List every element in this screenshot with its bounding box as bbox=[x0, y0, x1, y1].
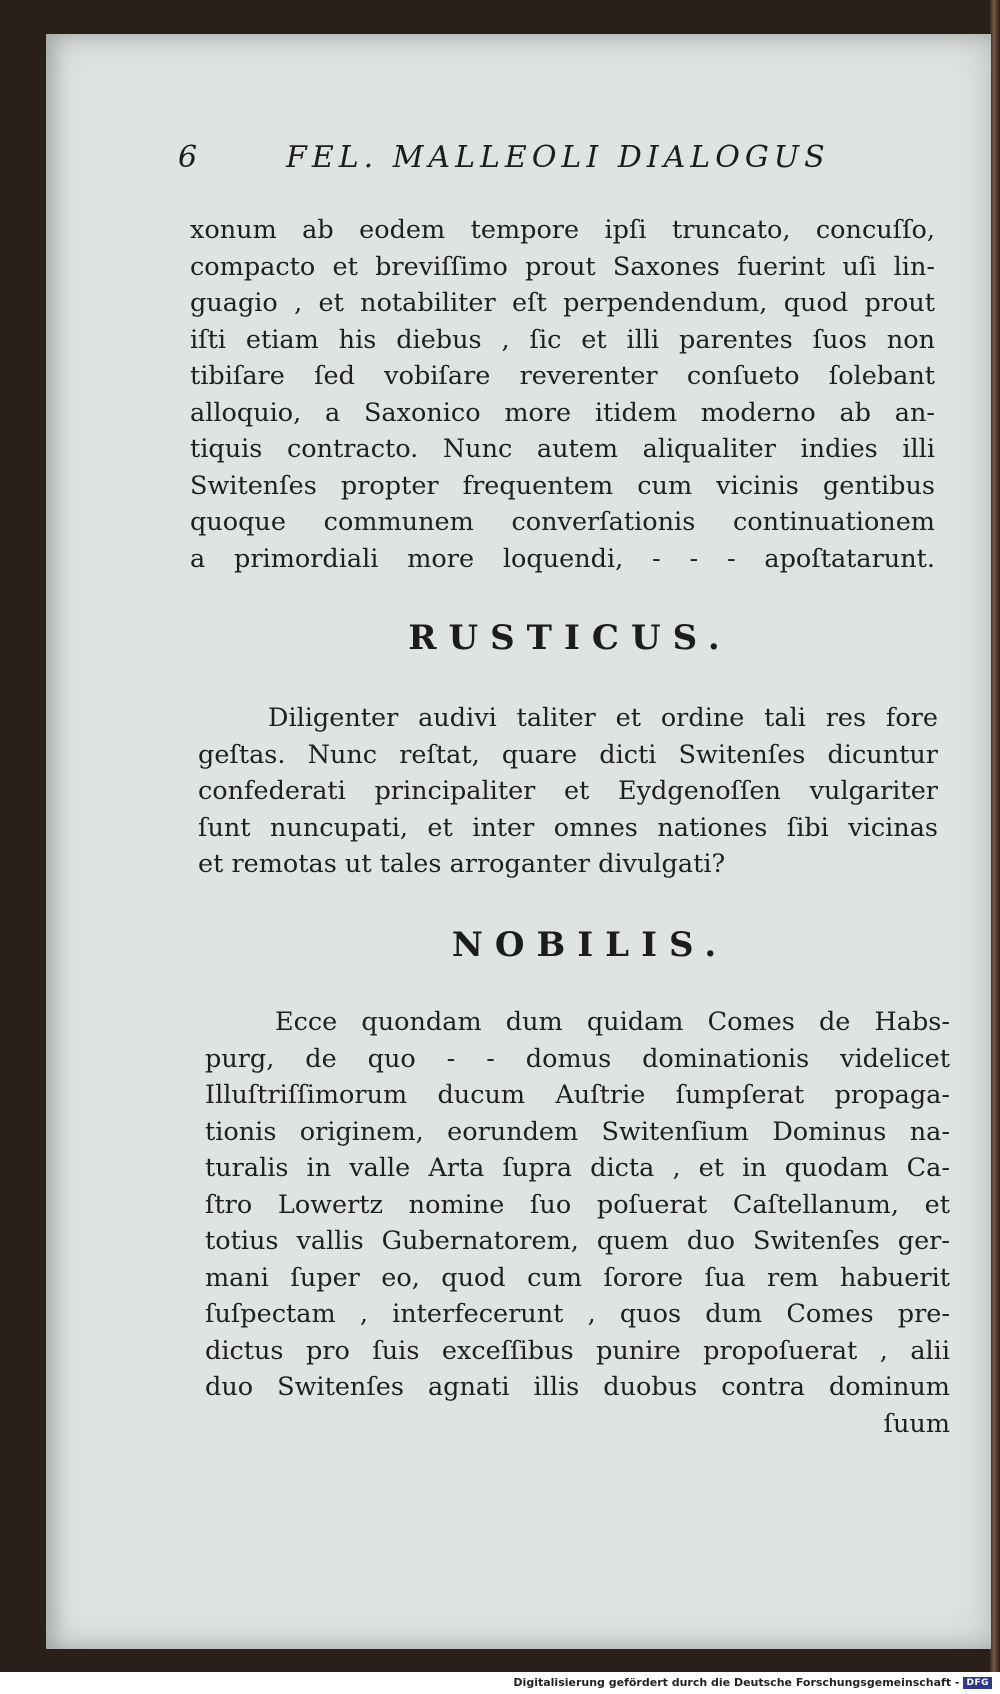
paragraph-continued bbox=[190, 212, 935, 577]
text-line: geſtas. Nunc reſtat, quare dicti Switenſes dicuntur bbox=[198, 739, 938, 770]
running-head bbox=[178, 140, 878, 180]
text-line: xonum ab eodem tempore ipſi truncato, concuſſo, bbox=[190, 215, 935, 245]
book-edge bbox=[990, 0, 1000, 1672]
credit-text: Digitalisierung gefördert durch die Deutsche Forschungsgemeinschaft - bbox=[513, 1676, 960, 1689]
text-line: confederati principaliter et Eydgenoſſen vulgariter bbox=[198, 776, 938, 806]
text-line: turalis in valle Arta ſupra dicta , et in quodam Ca- bbox=[205, 1153, 950, 1183]
dfg-logo: DFG bbox=[963, 1677, 992, 1689]
text-line: a primordiali more loquendi, - - - apoſtatarunt. bbox=[190, 543, 935, 574]
text-line: ſtro Lowertz nomine ſuo poſuerat Caſtellanum, et bbox=[205, 1189, 950, 1220]
text-line: tionis originem, eorundem Switenſium Dominus na- bbox=[205, 1116, 950, 1147]
text-line: mani ſuper eo, quod cum ſorore ſua rem habuerit bbox=[205, 1262, 950, 1293]
paragraph-rusticus bbox=[198, 700, 938, 883]
text-line: tibiſare ſed vobiſare reverenter conſueto ſolebant bbox=[190, 361, 935, 391]
text-line: alloquio, a Saxonico more itidem moderno ab an- bbox=[190, 397, 935, 428]
text-line: et remotas ut tales arroganter divulgati? bbox=[198, 849, 726, 879]
text-line: compacto et breviſſimo prout Saxones fuerint uſi lin- bbox=[190, 251, 935, 282]
text-line: totius vallis Gubernatorem, quem duo Switenſes ger- bbox=[205, 1226, 950, 1256]
text-line: purg, de quo - - domus dominationis videlicet bbox=[205, 1043, 950, 1074]
digitization-credit bbox=[513, 1676, 992, 1689]
text-line: iſti etiam his diebus , ſic et illi parentes ſuos non bbox=[190, 324, 935, 355]
text-line: guagio , et notabiliter eſt perpendendum, quod prout bbox=[190, 288, 935, 318]
text-line: dictus pro ſuis exceſſibus punire propoſuerat , alii bbox=[205, 1335, 950, 1366]
catchword: ſuum bbox=[883, 1408, 950, 1439]
page-number: 6 bbox=[178, 140, 198, 175]
text-line: Illuſtriſſimorum ducum Auſtrie ſumpſerat propaga- bbox=[205, 1080, 950, 1110]
text-line: quoque communem converſationis continuationem bbox=[190, 507, 935, 537]
text-line: Switenſes propter frequentem cum vicinis gentibus bbox=[190, 470, 935, 501]
text-line: Diligenter audivi taliter et ordine tali res fore bbox=[268, 703, 938, 733]
text-line: ſunt nuncupati, et inter omnes nationes ſibi vicinas bbox=[198, 812, 938, 843]
speaker-heading-rusticus: RUSTICUS. bbox=[408, 618, 732, 658]
running-head-title: FEL. MALLEOLI DIALOGUS bbox=[286, 140, 830, 175]
paragraph-nobilis bbox=[205, 1004, 950, 1442]
text-line: ſuſpectam , interfecerunt , quos dum Comes pre- bbox=[205, 1299, 950, 1329]
text-line: tiquis contracto. Nunc autem aliqualiter indies illi bbox=[190, 434, 935, 464]
speaker-heading-nobilis: NOBILIS. bbox=[451, 925, 729, 965]
text-line: duo Switenſes agnati illis duobus contra dominum bbox=[205, 1372, 950, 1402]
text-line: Ecce quondam dum quidam Comes de Habs- bbox=[275, 1007, 950, 1037]
